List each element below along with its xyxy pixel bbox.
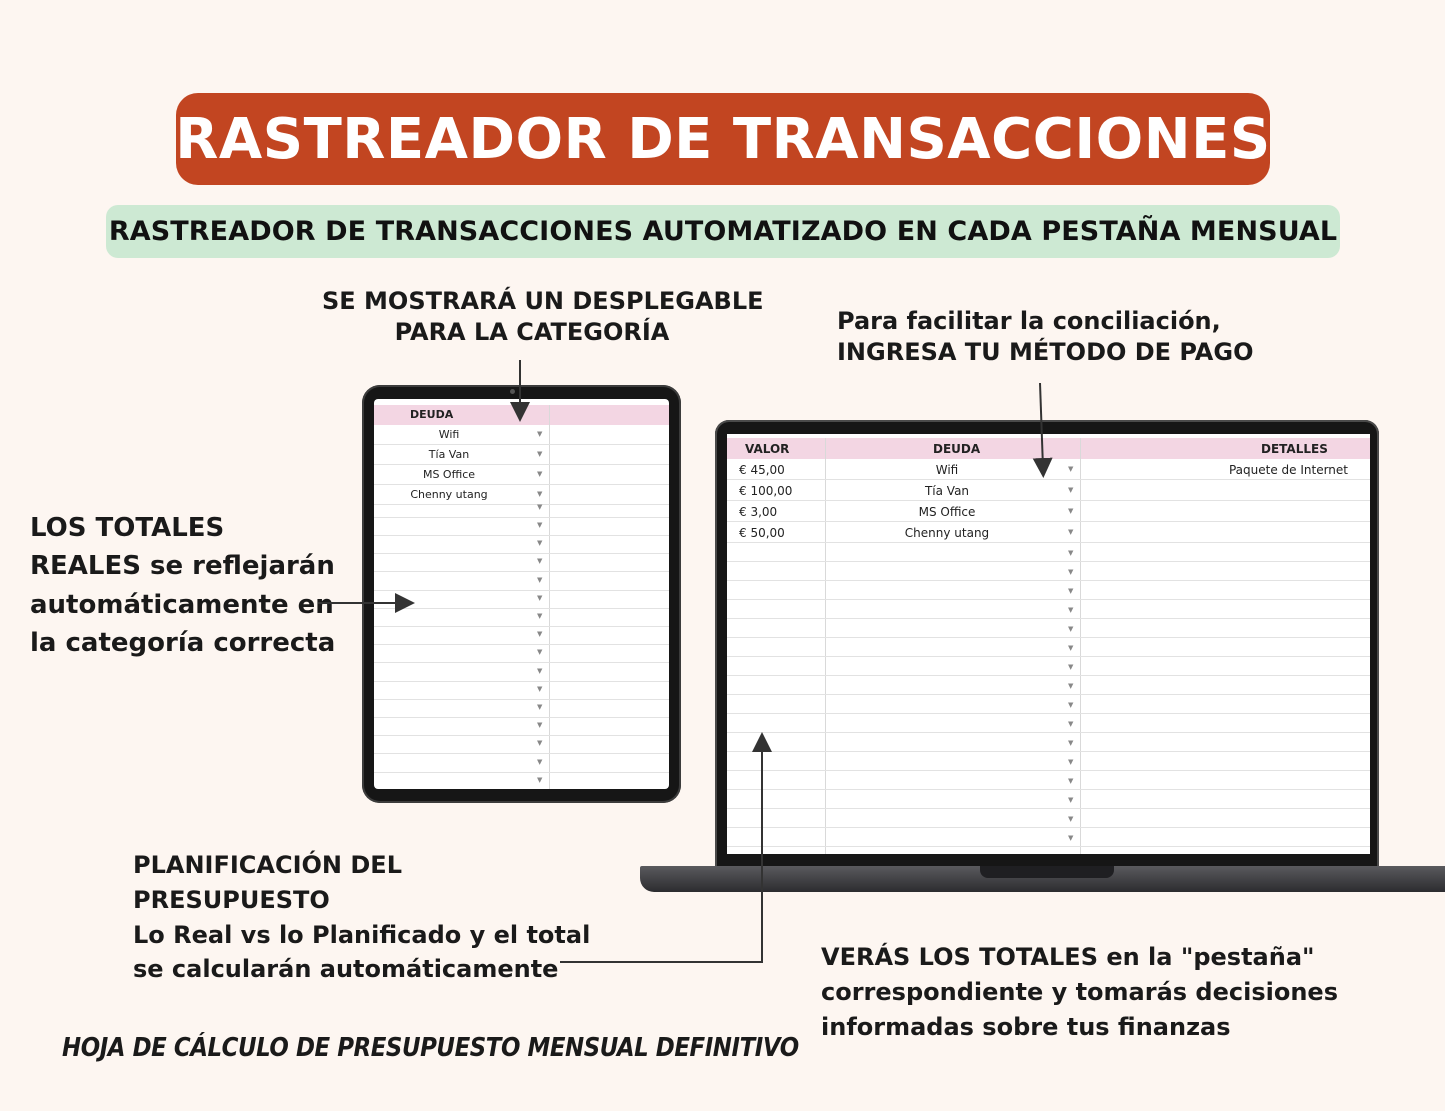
dropdown-arrow-icon[interactable]: ▼ — [1068, 815, 1074, 823]
dropdown-arrow-icon[interactable]: ▼ — [1068, 777, 1074, 785]
cell-deuda[interactable]: Chenny utang — [904, 526, 990, 540]
dropdown-arrow-icon[interactable]: ▼ — [537, 502, 543, 511]
dropdown-arrow-icon[interactable]: ▼ — [537, 612, 543, 620]
dropdown-arrow-icon[interactable]: ▼ — [537, 575, 543, 584]
dropdown-arrow-icon[interactable]: ▼ — [537, 630, 543, 639]
dropdown-arrow-icon[interactable]: ▼ — [1068, 587, 1074, 595]
cell-deuda[interactable]: Wifi — [935, 463, 959, 477]
dropdown-arrow-icon[interactable]: ▼ — [1068, 549, 1074, 557]
dropdown-arrow-icon[interactable]: ▼ — [537, 684, 543, 693]
note-payment-line-1: Para facilitar la conciliación, — [837, 307, 1221, 335]
note-planning-line-3: Lo Real vs lo Planificado y el total — [133, 920, 591, 949]
dropdown-arrow-icon[interactable]: ▼ — [537, 739, 543, 748]
cell-valor[interactable]: € 3,00 — [739, 505, 778, 519]
dropdown-arrow-icon[interactable]: ▼ — [1068, 701, 1074, 709]
dropdown-arrow-icon[interactable]: ▼ — [1068, 465, 1074, 473]
dropdown-arrow-icon[interactable]: ▼ — [1068, 486, 1074, 494]
dropdown-arrow-icon[interactable]: ▼ — [537, 775, 543, 784]
note-payment-line-2: INGRESA TU MÉTODO DE PAGO — [837, 338, 1254, 367]
arrow-payment — [1040, 383, 1043, 468]
cell-detalles[interactable]: Paquete de Internet — [1228, 463, 1348, 477]
dropdown-arrow-icon[interactable]: ▼ — [537, 757, 543, 766]
dropdown-arrow-icon[interactable]: ▼ — [537, 490, 543, 498]
page-subtitle: RASTREADOR DE TRANSACCIONES AUTOMATIZADO EN CADA PESTAÑA MENSUAL — [108, 216, 1338, 247]
header-valor: VALOR — [745, 442, 790, 456]
dropdown-arrow-icon[interactable]: ▼ — [1068, 606, 1074, 614]
note-totals-line-2: REALES se reflejarán — [30, 551, 335, 582]
arrow-planning — [560, 742, 762, 962]
dropdown-arrow-icon[interactable]: ▼ — [1068, 625, 1074, 633]
dropdown-arrow-icon[interactable]: ▼ — [537, 470, 543, 478]
note-dropdown-line-2: PARA LA CATEGORÍA — [394, 318, 670, 347]
header-detalles: DETALLES — [1261, 442, 1328, 456]
dropdown-arrow-icon[interactable]: ▼ — [537, 521, 543, 529]
note-totals-line-1: LOS TOTALES — [30, 513, 225, 543]
note-planning-line-1: PLANIFICACIÓN DEL — [133, 851, 402, 879]
dropdown-arrow-icon[interactable]: ▼ — [537, 539, 543, 548]
dropdown-arrow-icon[interactable]: ▼ — [1068, 644, 1074, 652]
dropdown-arrow-icon[interactable]: ▼ — [1068, 528, 1074, 536]
tablet-cell-deuda[interactable]: Wifi — [438, 428, 460, 441]
tablet-cell-deuda[interactable]: MS Office — [422, 468, 476, 481]
note-totals-line-3: automáticamente en — [30, 589, 334, 620]
dropdown-arrow-icon[interactable]: ▼ — [537, 450, 543, 458]
note-planning-line-2: PRESUPUESTO — [133, 885, 330, 914]
dropdown-arrow-icon[interactable]: ▼ — [1068, 739, 1074, 747]
footer-tagline: HOJA DE CÁLCULO DE PRESUPUESTO MENSUAL DEFINITIVO — [62, 1033, 799, 1063]
note-tabs-line-1: VERÁS LOS TOTALES en la "pestaña" — [821, 943, 1315, 971]
note-totals-line-4: la categoría correcta — [30, 628, 336, 659]
dropdown-arrow-icon[interactable]: ▼ — [537, 430, 543, 438]
cell-valor[interactable]: € 50,00 — [739, 526, 785, 540]
dropdown-arrow-icon[interactable]: ▼ — [537, 557, 543, 566]
tablet-cell-deuda[interactable]: Chenny utang — [410, 488, 488, 501]
dropdown-arrow-icon[interactable]: ▼ — [1068, 568, 1074, 576]
cell-deuda[interactable]: MS Office — [918, 505, 976, 519]
dropdown-arrow-icon[interactable]: ▼ — [1068, 834, 1074, 842]
dropdown-arrow-icon[interactable]: ▼ — [1068, 796, 1074, 804]
cell-valor[interactable]: € 100,00 — [739, 484, 793, 498]
note-tabs-line-3: informadas sobre tus finanzas — [821, 1012, 1231, 1041]
dropdown-arrow-icon[interactable]: ▼ — [1068, 758, 1074, 766]
page-title: RASTREADOR DE TRANSACCIONES — [175, 106, 1271, 172]
dropdown-arrow-icon[interactable]: ▼ — [1068, 720, 1074, 728]
dropdown-arrow-icon[interactable]: ▼ — [537, 721, 543, 730]
dropdown-arrow-icon[interactable]: ▼ — [1068, 682, 1074, 690]
dropdown-arrow-icon[interactable]: ▼ — [537, 666, 543, 675]
tablet-header-deuda: DEUDA — [410, 408, 454, 421]
header-deuda: DEUDA — [933, 442, 981, 456]
note-tabs-line-2: correspondiente y tomarás decisiones — [821, 977, 1338, 1006]
dropdown-arrow-icon[interactable]: ▼ — [537, 648, 543, 657]
cell-deuda[interactable]: Tía Van — [924, 484, 970, 498]
note-dropdown-line-1: SE MOSTRARÁ UN DESPLEGABLE — [322, 287, 764, 315]
dropdown-arrow-icon[interactable]: ▼ — [537, 593, 543, 602]
dropdown-arrow-icon[interactable]: ▼ — [537, 703, 543, 711]
tablet-cell-deuda[interactable]: Tía Van — [428, 448, 470, 461]
note-planning-line-4: se calcularán automáticamente — [133, 955, 559, 984]
cell-valor[interactable]: € 45,00 — [739, 463, 785, 477]
dropdown-arrow-icon[interactable]: ▼ — [1068, 663, 1074, 671]
dropdown-arrow-icon[interactable]: ▼ — [1068, 507, 1074, 515]
